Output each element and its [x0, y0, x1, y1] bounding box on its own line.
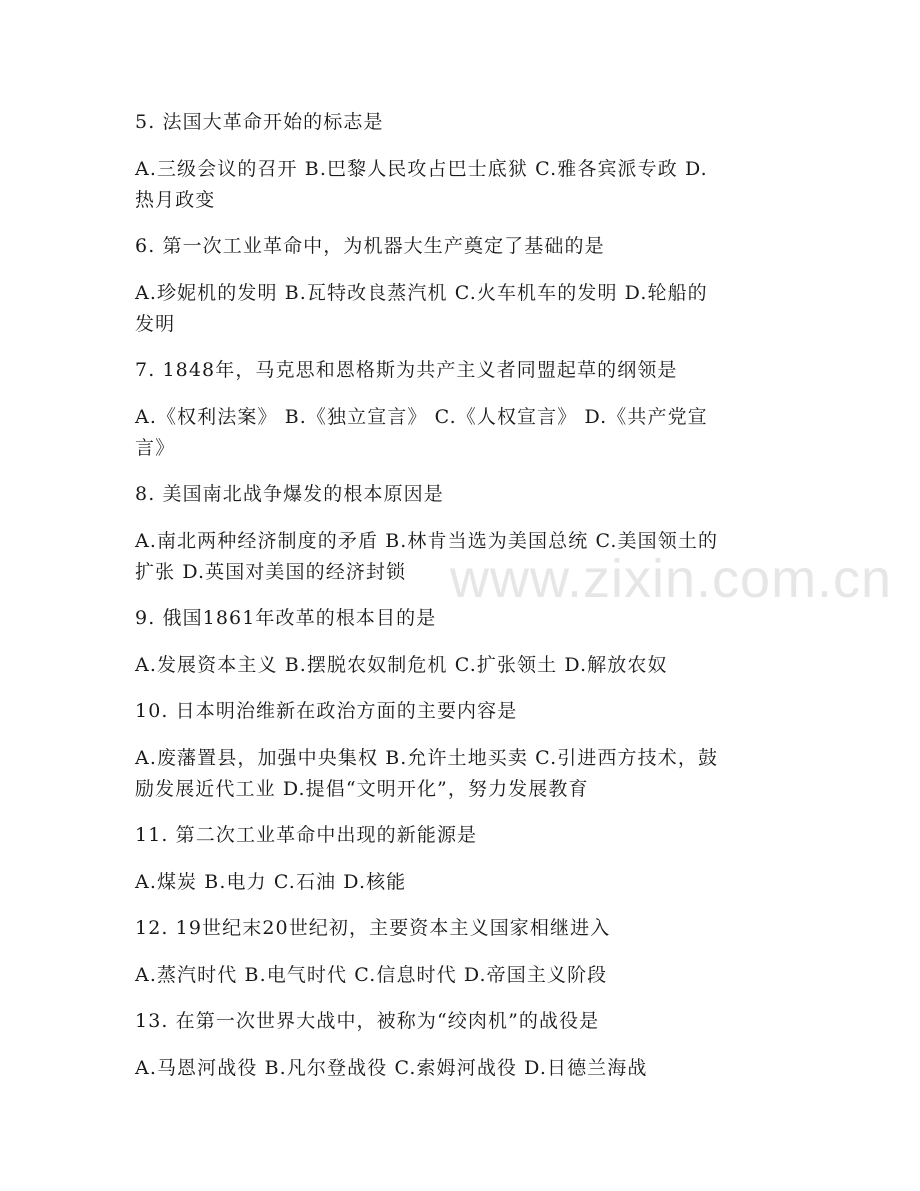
- question-8-options-line-1: A.南北两种经济制度的矛盾 B.林肯当选为美国总统 C.美国领土的: [135, 530, 719, 552]
- question-10-options-line-2: 励发展近代工业 D.提倡“文明开化”，努力发展教育: [135, 778, 589, 800]
- question-12-stem: 12. 19世纪末20世纪初，主要资本主义国家相继进入: [135, 917, 611, 939]
- question-5-options-line-2: 热月政变: [135, 189, 216, 211]
- question-11-options-line-1: A.煤炭 B.电力 C.石油 D.核能: [135, 871, 407, 893]
- question-9-options-line-1: A.发展资本主义 B.摆脱农奴制危机 C.扩张领土 D.解放农奴: [135, 654, 668, 676]
- question-9-stem: 9. 俄国1861年改革的根本目的是: [135, 607, 437, 629]
- question-8-options-line-2: 扩张 D.英国对美国的经济封锁: [135, 561, 407, 583]
- question-6-options-line-1: A.珍妮机的发明 B.瓦特改良蒸汽机 C.火车机车的发明 D.轮船的: [135, 282, 708, 304]
- question-8-stem: 8. 美国南北战争爆发的根本原因是: [135, 483, 444, 505]
- question-6-options-line-2: 发明: [135, 313, 176, 335]
- question-12-options-line-1: A.蒸汽时代 B.电气时代 C.信息时代 D.帝国主义阶段: [135, 964, 608, 986]
- watermark: www.zixin.com.cn: [450, 549, 893, 609]
- question-10-stem: 10. 日本明治维新在政治方面的主要内容是: [135, 700, 518, 722]
- question-7-stem: 7. 1848年，马克思和恩格斯为共产主义者同盟起草的纲领是: [135, 359, 678, 381]
- question-6-stem: 6. 第一次工业革命中，为机器大生产奠定了基础的是: [135, 235, 605, 257]
- question-7-options-line-2: 言》: [135, 437, 176, 459]
- question-5-stem: 5. 法国大革命开始的标志是: [135, 111, 384, 133]
- question-10-options-line-1: A.废藩置县，加强中央集权 B.允许土地买卖 C.引进西方技术，鼓: [135, 747, 719, 769]
- question-13-options-line-1: A.马恩河战役 B.凡尔登战役 C.索姆河战役 D.日德兰海战: [135, 1057, 648, 1079]
- question-11-stem: 11. 第二次工业革命中出现的新能源是: [135, 824, 478, 846]
- question-13-stem: 13. 在第一次世界大战中，被称为“绞肉机”的战役是: [135, 1010, 600, 1032]
- question-7-options-line-1: A.《权利法案》 B.《独立宣言》 C.《人权宣言》 D.《共产党宣: [135, 406, 708, 428]
- question-5-options-line-1: A.三级会议的召开 B.巴黎人民攻占巴士底狱 C.雅各宾派专政 D.: [135, 158, 708, 180]
